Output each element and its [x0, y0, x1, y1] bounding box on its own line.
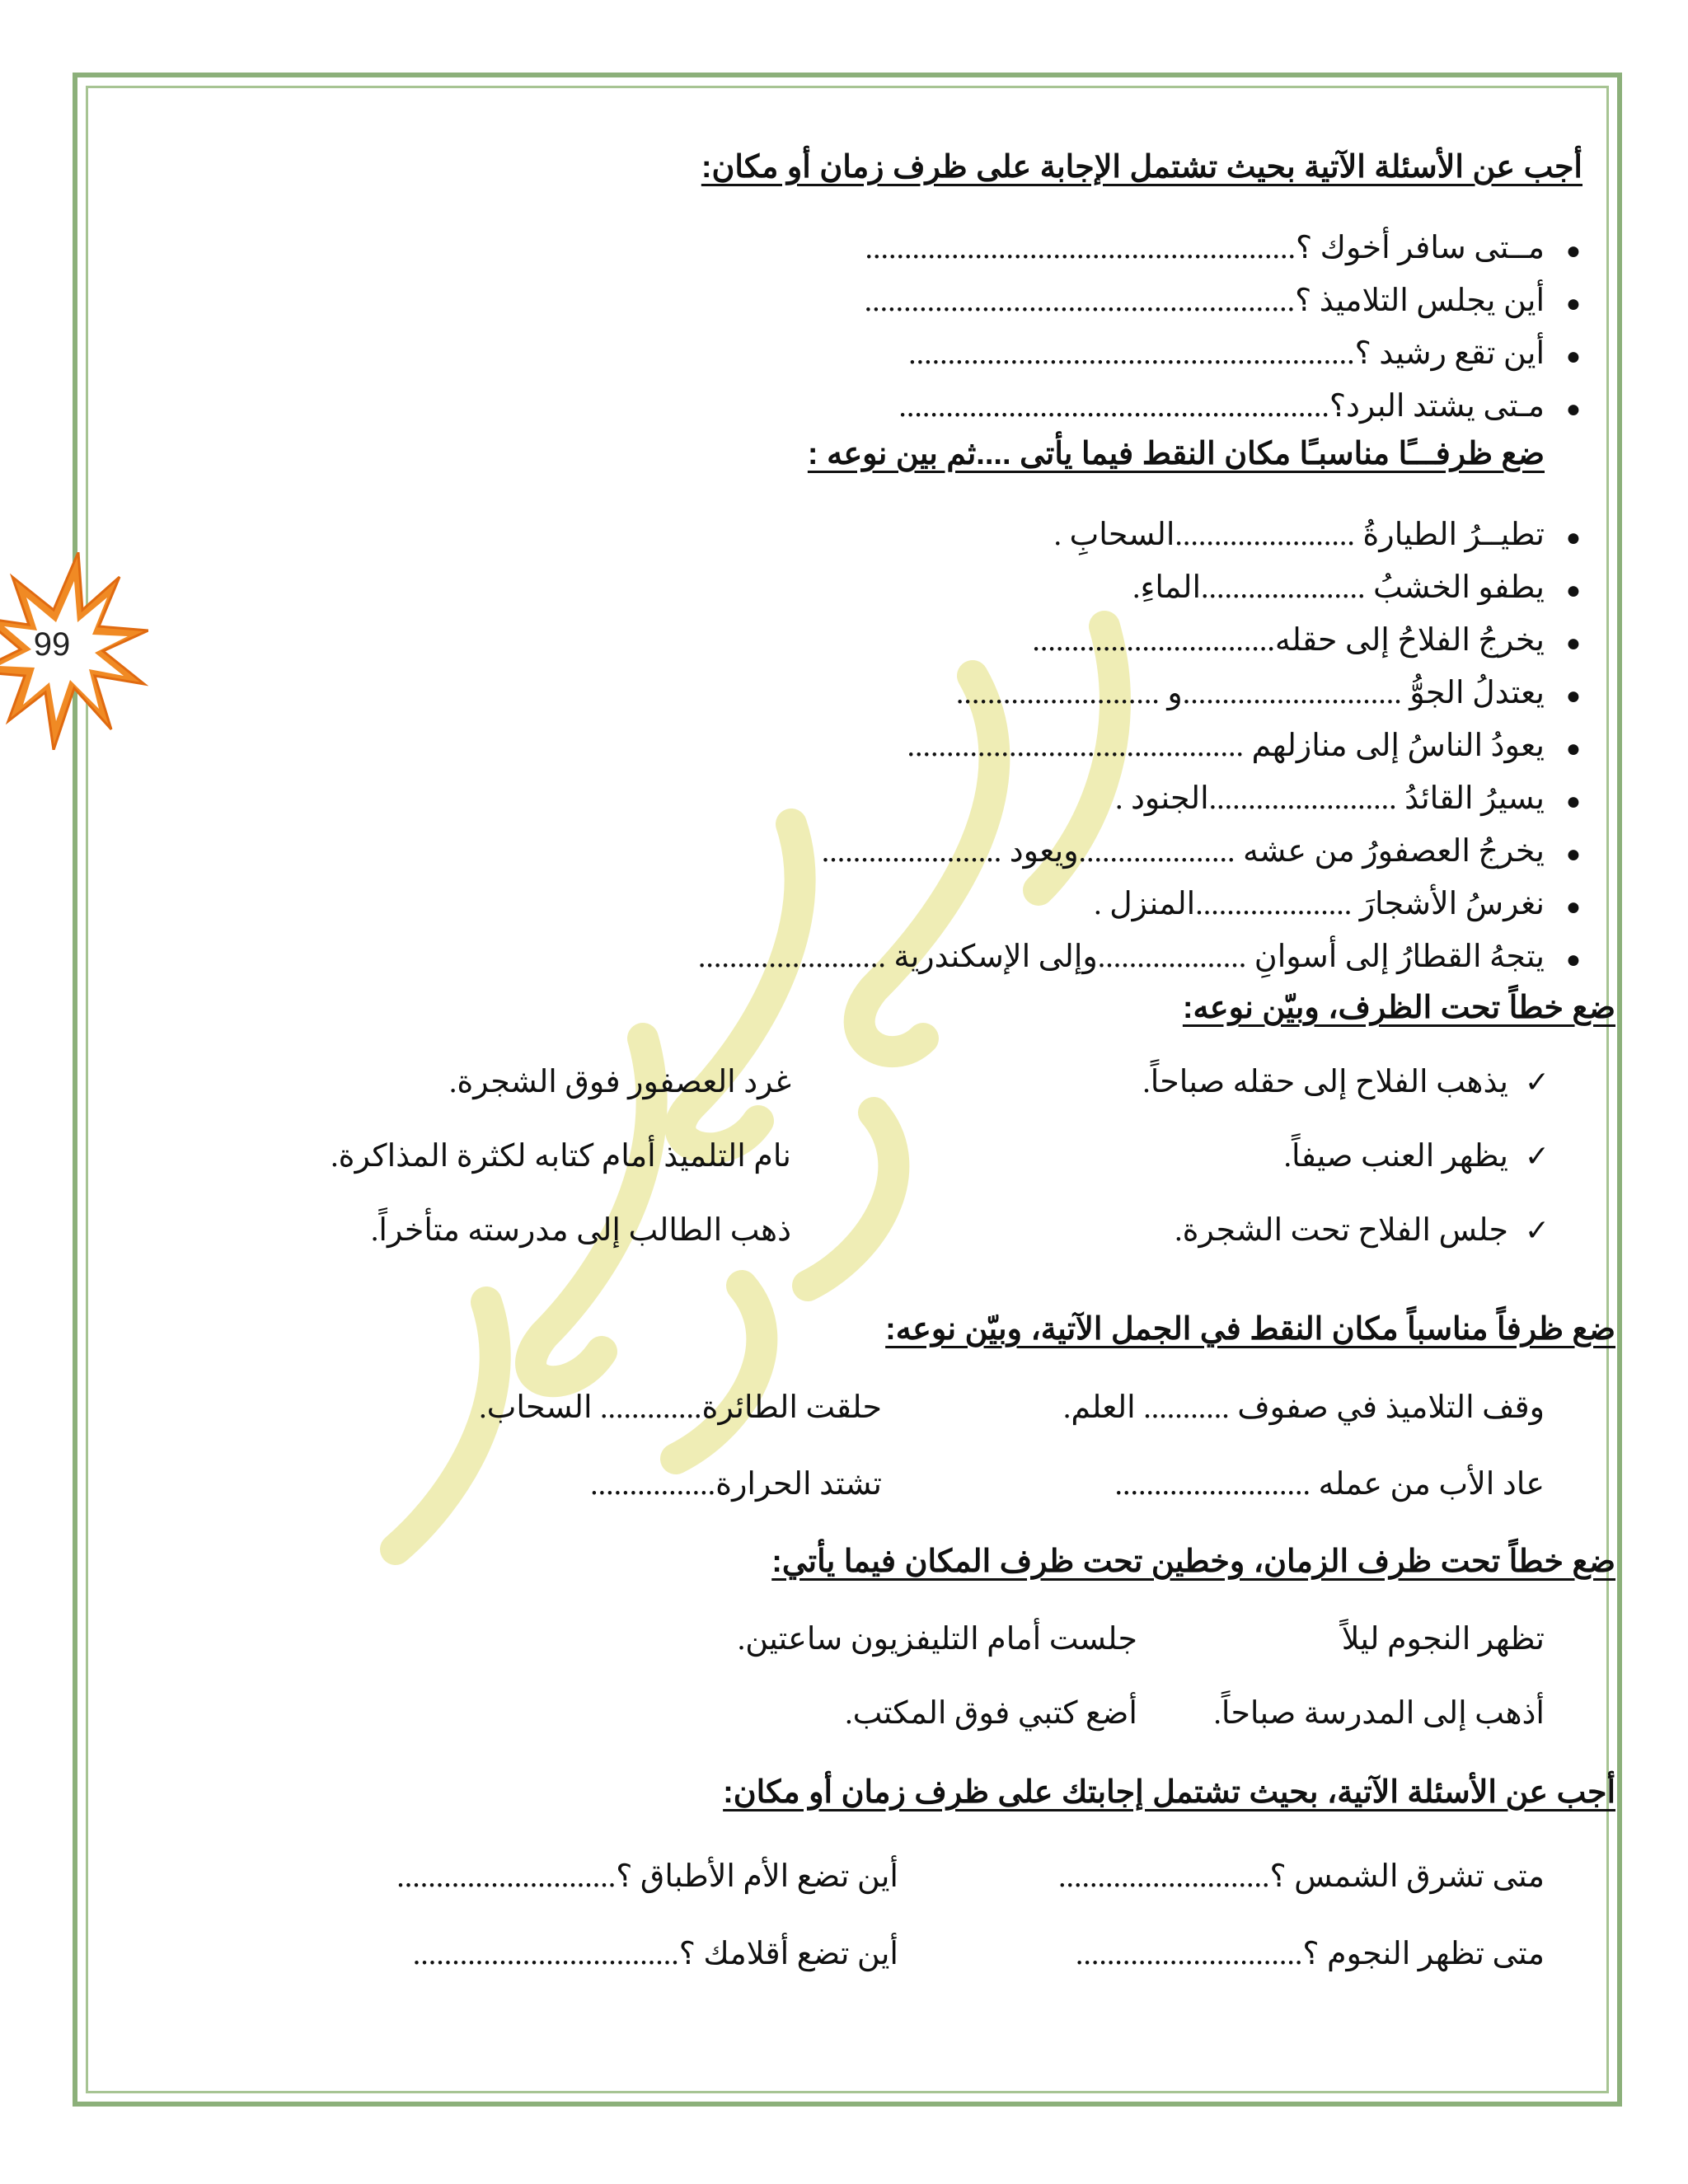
- s4-row2-col2: تشتد الحرارة................: [590, 1467, 882, 1502]
- section-4-heading: ضع ظرفاً مناسباً مكان النقط في الجمل الآتية، وبيّن نوعه:: [885, 1312, 1615, 1347]
- s5-row2-col1: أذهب إلى المدرسة صباحاً.: [1213, 1696, 1545, 1731]
- s6-row1-col2: أين تضع الأم الأطباق ؟............................: [396, 1859, 898, 1894]
- section-2-heading: ضع ظرفـــًا مناسبـًا مكان النقط فيما يأتى ....ثم بين نوعه :: [807, 437, 1545, 471]
- checkmark-icon: ✓: [1524, 1066, 1550, 1099]
- s2-item-1: تطيــرُ الطيارةُ .......................السحابِ .: [1053, 518, 1545, 552]
- s2-item-9: يتجهُ القطارُ إلى أسوانِ ...................وإلى الإسكندرية ........................: [697, 940, 1545, 974]
- s3-row2-col2: نام التلميذ أمام كتابه لكثرة المذاكرة.: [331, 1139, 791, 1174]
- bullet-icon: ●: [1565, 577, 1581, 604]
- bullet-icon: ●: [1565, 893, 1581, 921]
- s1-item-3: أين تقع رشيد ؟.........................................................: [908, 336, 1545, 371]
- section-3-heading: ضع خطاً تحت الظرف، وبيّن نوعه:: [1182, 991, 1615, 1025]
- s2-item-7: يخرجُ العصفورُ من عشه ....................ويعود .......................: [821, 834, 1545, 869]
- s6-row2-col2: أين تضع أقلامك ؟..................................: [412, 1937, 898, 1971]
- bullet-icon: ●: [1565, 788, 1581, 815]
- s3-row3-col2: ذهب الطالب إلى مدرسته متأخراً.: [370, 1213, 791, 1248]
- bullet-icon: ●: [1565, 946, 1581, 973]
- section-5-heading: ضع خطاً تحت ظرف الزمان، وخطين تحت ظرف المكان فيما يأتي:: [771, 1544, 1615, 1579]
- bullet-icon: ●: [1565, 237, 1581, 265]
- s1-item-4: مـتى يشتد البرد؟.......................................................: [898, 389, 1545, 424]
- bullet-icon: ●: [1565, 841, 1581, 868]
- s2-item-5: يعودُ الناسُ إلى منازلهم ...........................................: [907, 729, 1545, 763]
- s3-row2-col1: يظهر العنب صيفاً.: [1283, 1139, 1508, 1174]
- s5-row1-col1: تظهر النجوم ليلاً: [1341, 1622, 1545, 1657]
- bullet-icon: ●: [1565, 682, 1581, 710]
- checkmark-icon: ✓: [1524, 1140, 1550, 1173]
- s6-row1-col1: متى تشرق الشمس ؟...........................: [1057, 1859, 1545, 1894]
- bullet-icon: ●: [1565, 290, 1581, 317]
- section-6-heading: أجب عن الأسئلة الآتية، بحيث تشتمل إجابتك على ظرف زمان أو مكان:: [723, 1775, 1615, 1810]
- section-1-heading: أجب عن الأسئلة الآتية بحيث تشتمل الإجابة على ظرف زمان أو مكان:: [701, 150, 1582, 185]
- s5-row2-col2: أضع كتبي فوق المكتب.: [845, 1696, 1137, 1731]
- checkmark-icon: ✓: [1524, 1214, 1550, 1247]
- s3-row1-col1: يذهب الفلاح إلى حقله صباحاً.: [1142, 1065, 1508, 1099]
- s2-item-3: يخرجُ الفلاحُ إلى حقله...............................: [1032, 623, 1545, 658]
- s2-item-2: يطفو الخشبُ .....................الماءِ.: [1132, 570, 1545, 605]
- s2-item-4: يعتدلُ الجوُّ ............................و ..........................: [955, 676, 1545, 710]
- s3-row3-col1: جلس الفلاح تحت الشجرة.: [1175, 1213, 1508, 1248]
- bullet-icon: ●: [1565, 630, 1581, 657]
- bullet-icon: ●: [1565, 343, 1581, 370]
- bullet-icon: ●: [1565, 396, 1581, 423]
- s5-row1-col2: جلست أمام التليفزيون ساعتين.: [737, 1622, 1137, 1657]
- s4-row1-col1: وقف التلاميذ في صفوف ........... العلم.: [1062, 1390, 1545, 1425]
- s2-item-8: نغرسُ الأشجارَ ....................المنزل .: [1094, 887, 1545, 921]
- s4-row1-col2: حلقت الطائرة............. السحاب.: [479, 1390, 882, 1425]
- s3-row1-col2: غرد العصفور فوق الشجرة.: [448, 1065, 791, 1099]
- page-number: 99: [33, 626, 71, 663]
- worksheet: [124, 132, 1615, 2069]
- s6-row2-col1: متى تظهر النجوم ؟.............................: [1075, 1937, 1545, 1971]
- s2-item-6: يسيرُ القائدُ ........................الجنود .: [1114, 781, 1545, 816]
- bullet-icon: ●: [1565, 524, 1581, 551]
- bullet-icon: ●: [1565, 735, 1581, 762]
- s1-item-1: مــتى سافر أخوك ؟.......................................................: [865, 231, 1545, 265]
- s4-row2-col1: عاد الأب من عمله .........................: [1114, 1467, 1545, 1502]
- s1-item-2: أين يجلس التلاميذ ؟.......................................................: [864, 284, 1545, 318]
